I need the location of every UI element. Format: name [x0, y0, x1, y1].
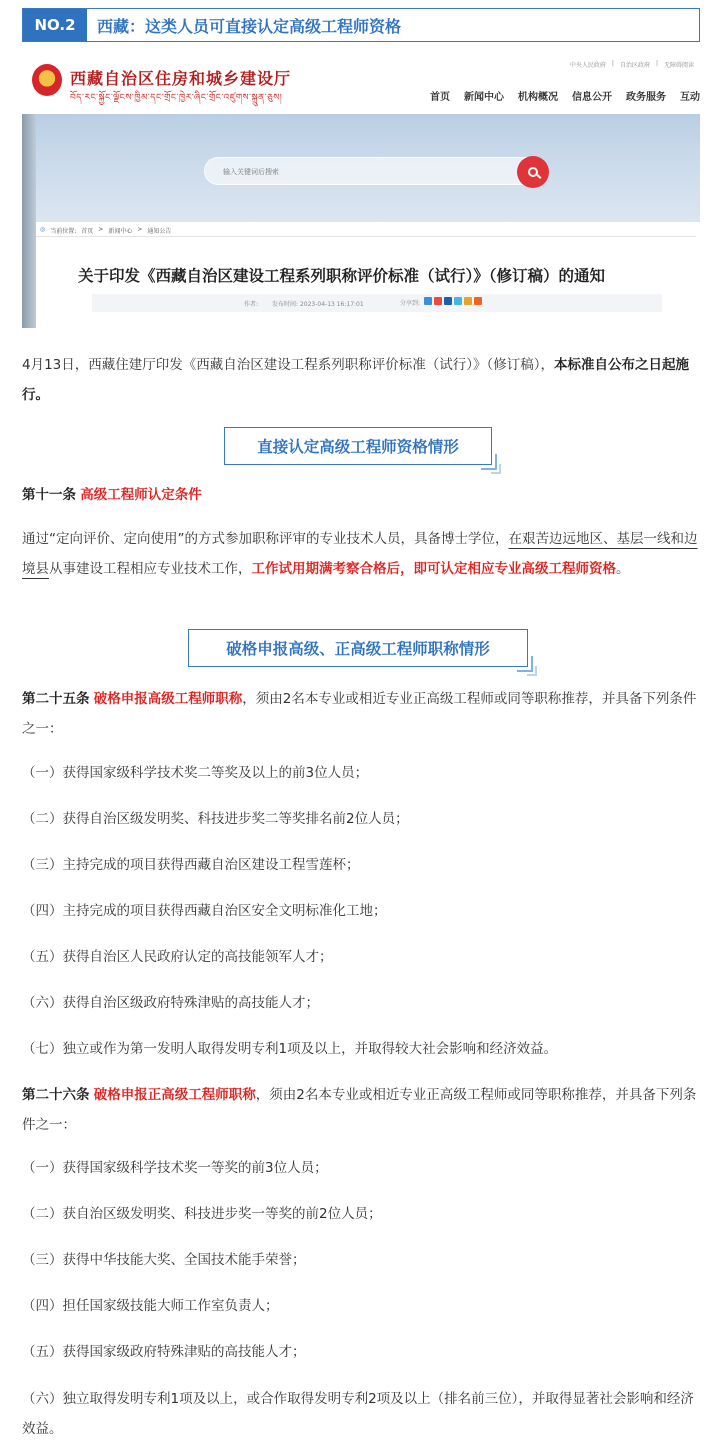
divider: [36, 236, 696, 237]
header-number: NO.2: [23, 9, 87, 41]
article11-title: 高级工程师认定条件: [80, 487, 202, 503]
site-search[interactable]: [204, 157, 548, 185]
breadcrumb-label: 当前位置:: [50, 228, 77, 235]
list-item: （三）主持完成的项目获得西藏自治区建设工程雪莲杯；: [22, 857, 360, 873]
list-item: （一）获得国家级科学技术奖二等奖及以上的前3位人员；: [22, 765, 369, 781]
location-pin-icon: ◎: [40, 226, 46, 233]
intro-text: 4月13日，西藏住建厅印发《西藏自治区建设工程系列职称评价标准（试行）》（修订稿），: [22, 357, 555, 373]
intro-paragraph: [22, 350, 700, 410]
list-item: （七）独立或作为第一发明人取得发明专利1项及以上，并取得较大社会影响和经济效益。: [22, 1041, 558, 1057]
article26-number: 第二十六条: [22, 1087, 90, 1103]
share-bar: [400, 297, 482, 307]
article26-title: 破格申报正高级工程师职称: [93, 1087, 256, 1103]
article11-body: 通过“定向评价、定向使用”的方式参加职称评审的专业技术人员，具备博士学位，在艰苦边远地区、基层一线和边境县从事建设工程相应专业技术工作，工作试用期满考察合格后，即可认定相应专业高级工程师资格。: [22, 531, 698, 577]
search-icon: [528, 167, 538, 177]
highlighted-text: 工作试用期满考察合格后，即可认定相应专业高级工程师资格: [251, 561, 616, 577]
list-item: （三）获得中华技能大奖、全国技术能手荣誉；: [22, 1252, 306, 1268]
article11-heading: [22, 480, 700, 510]
list-item: （一）获得国家级科学技术奖一等奖的前3位人员；: [22, 1160, 328, 1176]
search-button[interactable]: [517, 156, 549, 188]
share-icon[interactable]: [474, 297, 482, 305]
notice-title: 关于印发《西藏自治区建设工程系列职称评价标准（试行）》（修订稿）的通知: [78, 267, 606, 285]
header-title: 西藏：这类人员可直接认定高级工程师资格: [97, 16, 402, 36]
nav-item-news[interactable]: 新闻中心: [464, 92, 504, 103]
site-name: 西藏自治区住房和城乡建设厅: [70, 69, 292, 88]
list-item: （五）获得国家级政府特殊津贴的高技能人才；: [22, 1344, 306, 1360]
list-item: （二）获得自治区级发明奖、科技进步奖二等奖排名前2位人员；: [22, 811, 409, 827]
breadcrumb-item[interactable]: 新闻中心: [108, 228, 133, 235]
article-header: [22, 8, 700, 42]
website-screenshot: [22, 50, 700, 328]
share-icon[interactable]: [424, 297, 432, 305]
list-item: （六）获得自治区级政府特殊津贴的高技能人才；: [22, 995, 319, 1011]
article11-number: 第十一条: [22, 487, 76, 503]
share-icon[interactable]: [434, 297, 442, 305]
site-header: [22, 50, 700, 114]
list-item: （五）获得自治区人民政府认定的高技能领军人才；: [22, 949, 333, 965]
section-title-direct-recognition: 直接认定高级工程师资格情形: [224, 427, 492, 465]
list-item: （二）获自治区级发明奖、科技进步奖一等奖的前2位人员；: [22, 1206, 382, 1222]
article25-heading: 第二十五条 破格申报高级工程师职称，须由2名本专业或相近专业正高级工程师或同等职称推荐，并具备下列条件之一：: [22, 691, 697, 737]
top-link[interactable]: 中央人民政府: [569, 62, 606, 69]
breadcrumb-item[interactable]: 通知公告: [147, 228, 172, 235]
top-links: 中央人民政府 | 自治区政府 | 无障碍阅读: [569, 60, 694, 69]
author-label: 作者:: [244, 301, 259, 308]
nav-item-home[interactable]: 首页: [430, 92, 450, 103]
share-icon[interactable]: [444, 297, 452, 305]
breadcrumb-item[interactable]: 首页: [81, 228, 94, 235]
nav-item-info[interactable]: 信息公开: [572, 92, 612, 103]
list-item: （四）担任国家级技能大师工作室负责人；: [22, 1298, 279, 1314]
breadcrumb: ◎ 当前位置: 首页 > 新闻中心 > 通知公告: [40, 226, 172, 235]
nav-item-services[interactable]: 政务服务: [626, 92, 666, 103]
notice-meta: [244, 299, 364, 308]
share-label: 分享到:: [400, 299, 421, 307]
site-name-tibetan: བོད་རང་སྐྱོང་ལྗོངས་ཁྱིམ་དང་གྲོང་ཁྱེར་ཞིང་གྲོང་འཛུགས་སྐྲུན་ཅུས།: [70, 93, 283, 103]
list-item: （六）独立取得发明专利1项及以上，或合作取得发明专利2项及以上（排名前三位），并取得显著社会影响和经济效益。: [22, 1391, 694, 1437]
intro-bold: 本标准自公布之日起施行。: [22, 357, 690, 403]
top-link[interactable]: 自治区政府: [619, 62, 650, 69]
underlined-text: 在艰苦边远地区、基层一线和边境县: [22, 531, 698, 577]
meta-bar: [92, 294, 662, 312]
article25-number: 第二十五条: [22, 691, 90, 707]
search-input[interactable]: 输入关键词后搜索: [223, 168, 279, 176]
article26-heading: 第二十六条 破格申报正高级工程师职称，须由2名本专业或相近专业正高级工程师或同等职称推荐，并具备下列条件之一：: [22, 1087, 697, 1133]
top-link[interactable]: 无障碍阅读: [663, 62, 694, 69]
site-nav: [430, 88, 700, 103]
nav-item-interact[interactable]: 互动: [680, 92, 700, 103]
national-emblem-icon: [32, 64, 62, 96]
publish-time: 发布时间: 2023-04-13 16:17:01: [272, 301, 364, 308]
share-icons: [422, 297, 482, 307]
article25-title: 破格申报高级工程师职称: [93, 691, 243, 707]
section-title-exceptional-application: 破格申报高级、正高级工程师职称情形: [188, 629, 528, 667]
nav-item-org[interactable]: 机构概况: [518, 92, 558, 103]
tower-image: [22, 114, 36, 328]
share-icon[interactable]: [454, 297, 462, 305]
list-item: （四）主持完成的项目获得西藏自治区安全文明标准化工地；: [22, 903, 387, 919]
share-icon[interactable]: [464, 297, 472, 305]
